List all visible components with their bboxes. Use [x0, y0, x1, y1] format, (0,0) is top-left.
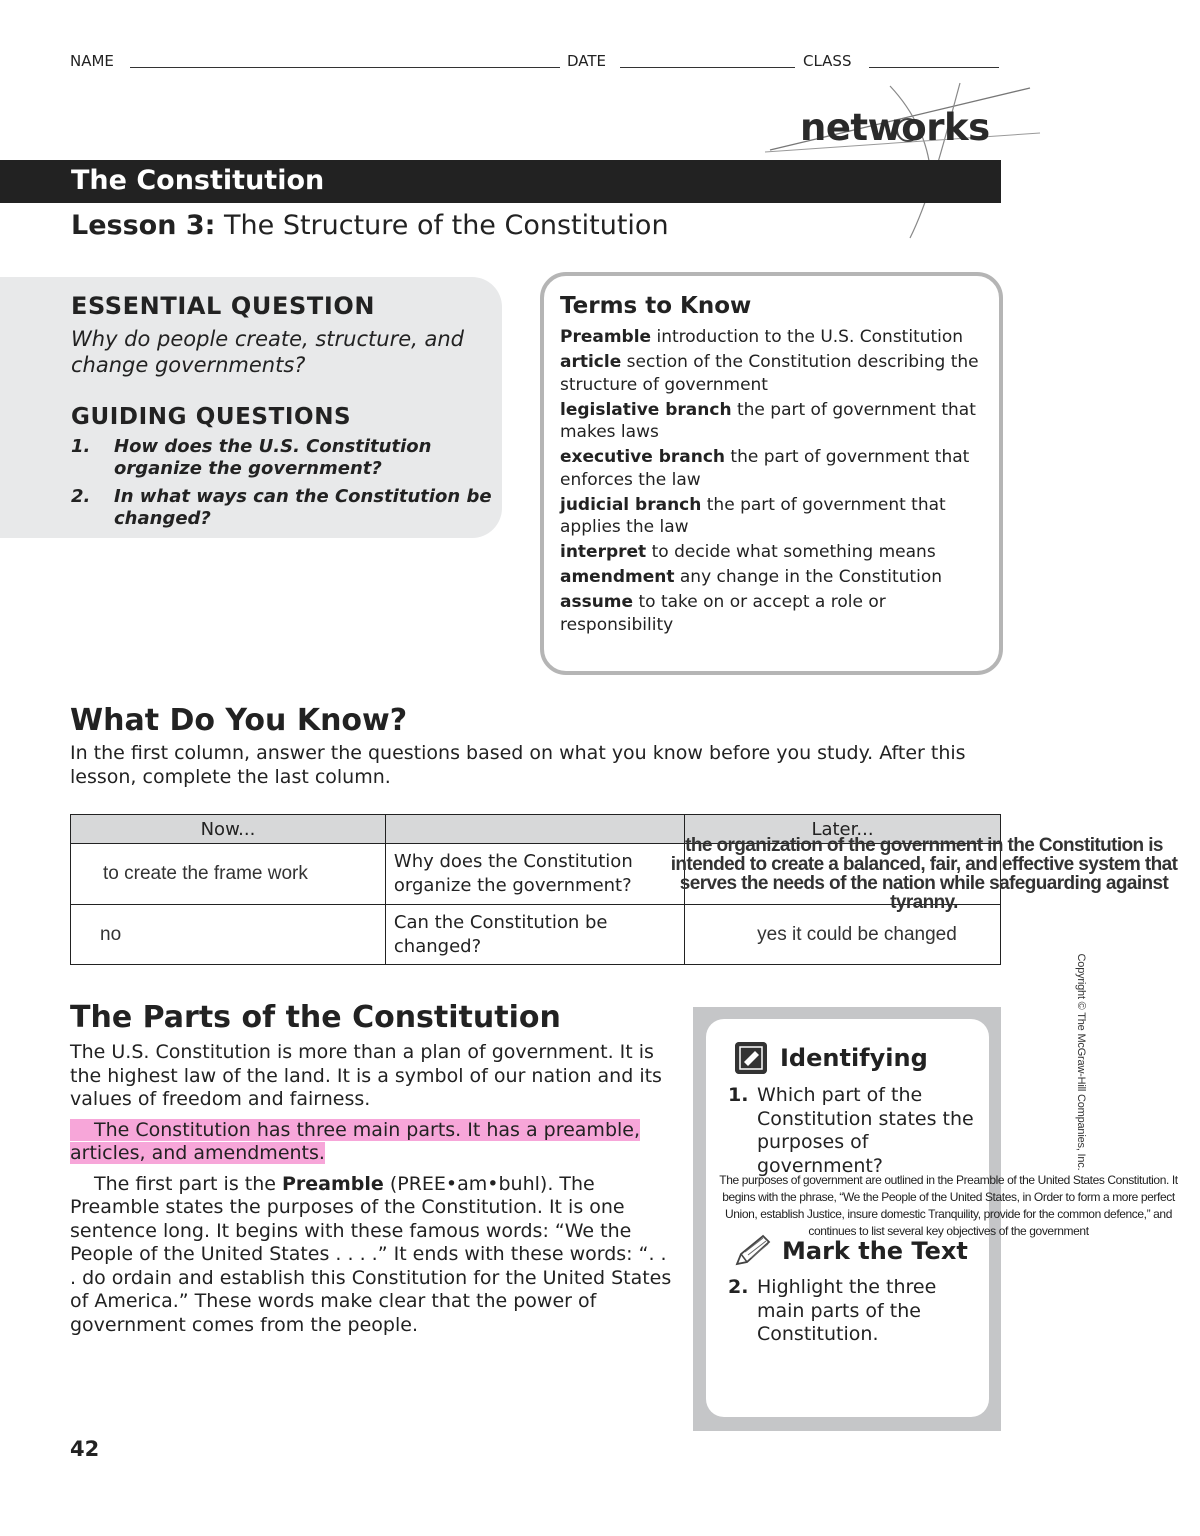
term-definition: introduction to the U.S. Constitution [656, 327, 964, 347]
term-word: assume [560, 592, 634, 612]
now-answer-cell[interactable]: to create the frame work [71, 844, 386, 905]
date-label: DATE [567, 52, 607, 70]
chapter-title: The Constitution [71, 165, 325, 196]
highlighted-text[interactable]: The Constitution has three main parts. It has a preamble, articles, and amendments. [70, 1118, 641, 1164]
question-text: Highlight the three main parts of the Constitution. [757, 1276, 937, 1345]
column-now: Now... [71, 815, 386, 844]
term-entry [560, 399, 995, 444]
mark-the-text-heading: Mark the Text [782, 1237, 968, 1265]
essential-question-heading: ESSENTIAL QUESTION [71, 292, 376, 320]
term-preamble: Preamble [282, 1172, 384, 1195]
guiding-question-text: How does the U.S. Constitution organize the government? [114, 436, 432, 479]
essential-question-text: Why do people create, structure, and change governments? [71, 327, 464, 377]
question-cell: Can the Constitution be changed? [385, 905, 684, 965]
paragraph-text-start: The first part is the [94, 1172, 282, 1195]
column-later: Later... [684, 815, 1000, 844]
term-entry [560, 566, 995, 589]
later-answer-cell[interactable]: yes it could be changed [684, 905, 1000, 965]
question-number: 1. [728, 1084, 749, 1106]
question-text: Which part of the Constitution states the purposes of government? [757, 1084, 974, 1177]
identifying-icon [735, 1042, 767, 1074]
parts-body [70, 1041, 678, 1344]
question-number: 2. [728, 1276, 749, 1298]
now-answer-cell[interactable]: no [71, 905, 386, 965]
term-entry [560, 446, 995, 491]
sidebar-question-2 [728, 1276, 988, 1347]
class-field[interactable] [869, 67, 999, 68]
page-number: 42 [70, 1437, 100, 1461]
term-entry [560, 351, 995, 396]
term-definition: the part of government that applies the law [560, 494, 946, 537]
terms-heading: Terms to Know [560, 293, 752, 319]
term-definition: section of the Constitution describing the structure of government [560, 352, 979, 395]
guiding-question [71, 486, 496, 530]
paragraph: The U.S. Constitution is more than a plan of government. It is the highest law of the land. It is a symbol of our nation and its values of freedom and fairness. [70, 1041, 662, 1110]
term-definition: the part of government that enforces the law [560, 447, 970, 490]
parts-heading: The Parts of the Constitution [70, 1000, 561, 1035]
guiding-questions-heading: GUIDING QUESTIONS [71, 404, 352, 430]
terms-list [560, 326, 995, 639]
term-word: legislative branch [560, 399, 732, 420]
paragraph-text-rest: (PREE•am•buhl). The Preamble states the purposes of the Constitution. It is one sentence long. It begins with these famous words: “We the People of the United States . . . .” It ends with these words: “. . . do ordain and establish this Constitution for the United States of America.” These words make clear that the power of government comes from the people. [70, 1172, 672, 1336]
identifying-heading: Identifying [780, 1044, 928, 1072]
term-word: executive branch [560, 447, 725, 467]
paragraph [70, 1173, 678, 1338]
term-entry [560, 591, 995, 636]
term-definition: the part of government that makes laws [560, 399, 976, 442]
term-definition: any change in the Constitution [679, 567, 942, 587]
lesson-prefix: Lesson 3: [71, 210, 216, 241]
guiding-question-number: 2. [71, 486, 91, 507]
term-word: Preamble [560, 327, 652, 347]
term-word: judicial branch [560, 494, 702, 515]
sidebar-question-1 [728, 1084, 988, 1178]
guiding-questions-list [71, 436, 496, 536]
term-word: amendment [560, 567, 675, 587]
name-field[interactable] [130, 67, 560, 68]
term-definition: to take on or accept a role or responsibility [560, 592, 886, 635]
table-row [71, 905, 1001, 965]
guiding-question [71, 436, 496, 480]
student-info-row [70, 52, 1000, 72]
lesson-title [71, 210, 669, 241]
term-definition: to decide what something means [651, 542, 936, 562]
what-do-you-know-heading: What Do You Know? [70, 703, 408, 738]
later-answer-overflow-text: the organization of the government in the Constitution is intended to create a balanced, fair, and effective system that serves the needs of the nation while safeguarding against tyranny. [670, 835, 1178, 913]
copyright-notice: Copyright © The McGraw-Hill Companies, Inc. [1075, 953, 1087, 1171]
paragraph-highlighted [70, 1119, 678, 1166]
term-word: article [560, 352, 622, 372]
networks-logo: networks [800, 106, 990, 149]
term-entry [560, 541, 995, 564]
class-label: CLASS [803, 52, 852, 70]
guiding-question-text: In what ways can the Constitution be changed? [114, 486, 492, 529]
pencil-icon [733, 1232, 777, 1268]
what-do-you-know-intro: In the first column, answer the questions based on what you know before you study. After this lesson, complete the last column. [70, 742, 966, 788]
question-cell: Why does the Constitution organize the government? [385, 844, 684, 905]
column-question [385, 815, 684, 844]
lesson-name: The Structure of the Constitution [224, 210, 669, 241]
term-entry [560, 494, 995, 539]
date-field[interactable] [620, 67, 795, 68]
guiding-question-number: 1. [71, 436, 91, 457]
term-word: interpret [560, 542, 647, 562]
name-label: NAME [70, 52, 114, 70]
sidebar-answer-1[interactable]: The purposes of government are outlined in the Preamble of the United States Constitution. It begins with the phrase, “We the People of the United States, in Order to form a more perfect Union, establish Justice, insure domestic Tranquility, provide for the common defence,” and continues to list several key objectives of the government [719, 1173, 1178, 1238]
term-entry [560, 326, 995, 349]
